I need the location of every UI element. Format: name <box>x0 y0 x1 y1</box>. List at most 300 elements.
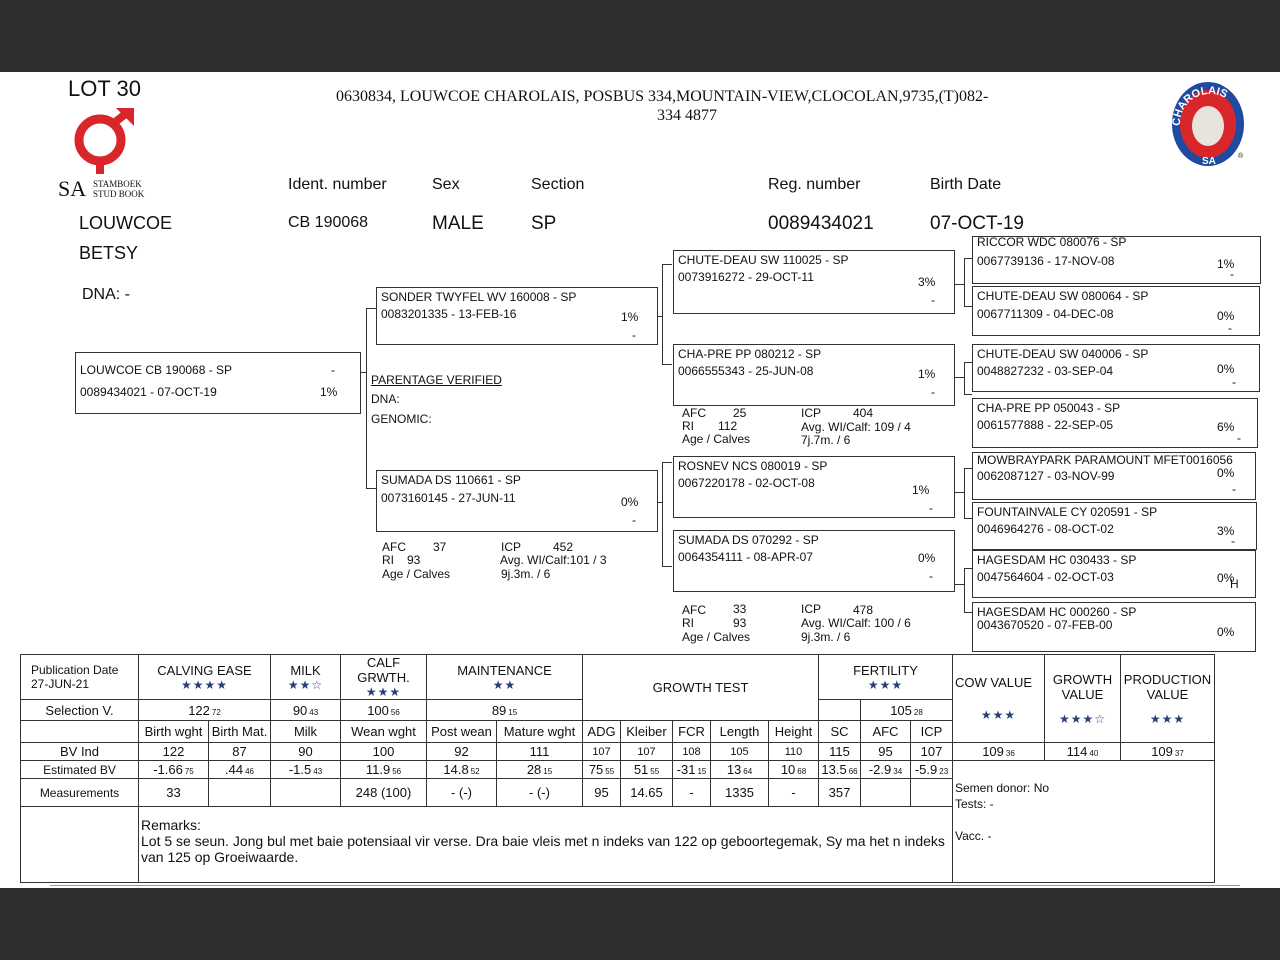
ebv-cell <box>583 761 621 779</box>
milk-header <box>271 655 341 700</box>
bv-cell: 111 <box>497 743 583 761</box>
ggp-dash: - <box>1232 482 1236 496</box>
cow-stars: ★★★ <box>980 708 1017 722</box>
col-mature-wght: Mature wght <box>497 721 583 743</box>
footer-divider <box>50 885 1240 886</box>
ggp-dash: - <box>1232 375 1236 389</box>
sel-value: 105 <box>890 702 912 718</box>
sex-symbol-icon <box>68 108 138 176</box>
ggp-pct: 0% <box>1217 309 1235 323</box>
meas-cell: - (-) <box>427 779 497 807</box>
calving-ease-label: CALVING EASE <box>157 662 252 678</box>
connector <box>964 306 972 307</box>
value-acc: 37 <box>1174 749 1184 758</box>
subject-box-name: LOUWCOE CB 190068 - SP <box>80 363 233 377</box>
ebv-acc: 46 <box>245 767 254 776</box>
ebv-value: -1.66 <box>153 762 183 777</box>
meas-cell: - <box>769 779 819 807</box>
sel-calving <box>139 700 271 721</box>
col-afc: AFC <box>861 721 911 743</box>
ebv-acc: 15 <box>543 767 553 776</box>
gp-icp-label: ICP <box>801 406 822 420</box>
meas-cell: 33 <box>139 779 209 807</box>
connector <box>662 462 663 566</box>
gp-dash: - <box>929 569 933 583</box>
ebv-acc: 52 <box>470 767 480 776</box>
ggp-name: CHUTE-DEAU SW 080064 - SP <box>977 289 1149 303</box>
ggp-dash: - <box>1231 534 1235 548</box>
maint-stars: ★★ <box>492 677 517 692</box>
value-bv: 109 <box>1151 744 1173 759</box>
connector <box>955 284 964 285</box>
ggp-dash: - <box>1230 267 1234 281</box>
gp-dash: - <box>931 293 935 307</box>
gp-reg: 0066555343 - 25-JUN-08 <box>678 364 814 378</box>
calving-ease-header <box>139 655 271 700</box>
gp-ri-label: RI <box>682 616 694 630</box>
ebv-acc: 34 <box>893 767 903 776</box>
connector <box>366 308 376 309</box>
col-wean-wght: Wean wght <box>341 721 427 743</box>
meas-cell <box>861 779 911 807</box>
growth-value-label: GROWTH VALUE <box>1052 671 1113 702</box>
ebv-cell <box>209 761 271 779</box>
calf-growth-header <box>341 655 427 700</box>
milk-stars: ★★☆ <box>287 677 324 692</box>
ebv-row <box>21 761 1215 779</box>
ebv-cell <box>427 761 497 779</box>
ebv-value: 13.5 <box>821 762 847 777</box>
gp-avg: Avg. WI/Calf: 109 / 4 <box>801 420 911 434</box>
gp-ac: 9j.3m. / 6 <box>801 630 851 644</box>
ebv-cell <box>769 761 819 779</box>
animal-name-1: LOUWCOE <box>79 213 173 233</box>
gp-avg: Avg. WI/Calf: 100 / 6 <box>801 616 911 630</box>
gp-pct: 0% <box>918 551 936 565</box>
fert-stars: ★★★ <box>867 677 904 692</box>
connector <box>955 584 964 585</box>
bv-cell: 115 <box>819 743 861 761</box>
col-icp: ICP <box>911 721 953 743</box>
bottom-dark-bar <box>0 888 1280 960</box>
ggp-reg: 0061577888 - 22-SEP-05 <box>977 418 1114 432</box>
value-bv: 109 <box>982 744 1004 759</box>
dam-ri-label: RI <box>382 553 394 567</box>
blank-cell <box>21 807 139 883</box>
col-height: Height <box>769 721 819 743</box>
sel-acc: 43 <box>309 707 319 717</box>
ebv-value: 28 <box>526 762 542 777</box>
connector <box>964 468 972 469</box>
ebv-value: 13 <box>726 762 742 777</box>
ebv-acc: 55 <box>650 767 660 776</box>
ebv-acc: 68 <box>797 767 807 776</box>
gp-ri: 112 <box>718 419 738 433</box>
gp-ac-label: Age / Calves <box>682 630 751 644</box>
gp-box-4 <box>673 530 955 592</box>
logo-mark: ® <box>1238 153 1244 160</box>
meas-cell <box>271 779 341 807</box>
gp-reg: 0064354111 - 08-APR-07 <box>678 550 813 564</box>
logo-word: CHAROLAIS <box>1170 84 1230 127</box>
semen-donor: Semen donor: No <box>955 780 1050 795</box>
sel-value: 122 <box>188 702 210 718</box>
gp-icp-label: ICP <box>801 602 822 616</box>
dam-icp: 452 <box>553 540 574 554</box>
connector <box>662 462 672 463</box>
production-value-label: PRODUCTION VALUE <box>1123 671 1212 702</box>
gp-afc-label: AFC <box>682 406 706 420</box>
gp-icp: 478 <box>853 603 874 617</box>
ggp-pct: 6% <box>1217 420 1235 434</box>
ggp-reg: 0067739136 - 17-NOV-08 <box>977 254 1115 268</box>
growth-test-header: GROWTH TEST <box>583 655 819 721</box>
parentage-genomic: GENOMIC: <box>371 412 432 426</box>
sel-fert <box>861 700 953 721</box>
sire-reg: 0083201335 - 13-FEB-16 <box>381 307 517 321</box>
ggp-pct: 0% <box>1217 362 1235 376</box>
gp-afc: 33 <box>733 602 747 616</box>
value-acc: 40 <box>1089 749 1099 758</box>
publication-date: 27-JUN-21 <box>31 677 90 691</box>
subject-box-reg: 0089434021 - 07-OCT-19 <box>80 385 217 399</box>
connector <box>964 468 965 518</box>
col-kleiber: Kleiber <box>621 721 673 743</box>
animal-reg: 0089434021 <box>768 213 874 234</box>
growth-value-header <box>1045 655 1121 743</box>
ggp-box-8 <box>972 602 1256 652</box>
ggp-reg: 0046964276 - 08-OCT-02 <box>977 522 1114 536</box>
bv-cell: 110 <box>769 743 819 761</box>
gp-name: CHUTE-DEAU SW 110025 - SP <box>678 253 849 267</box>
ebv-value: -2.9 <box>868 762 892 777</box>
ebv-value: 11.9 <box>365 762 391 777</box>
ebv-value: 10 <box>780 762 796 777</box>
cow-value-bv <box>953 743 1045 761</box>
sel-acc: 28 <box>913 707 923 717</box>
ebv-acc: 66 <box>848 767 858 776</box>
ggp-box-5 <box>972 452 1256 500</box>
fertility-header <box>819 655 953 700</box>
dam-pct: 0% <box>621 495 639 509</box>
connector <box>366 308 367 488</box>
connector <box>964 612 972 613</box>
ggp-dash: H <box>1230 577 1239 591</box>
ebv-cell <box>139 761 209 779</box>
prod-stars: ★★★ <box>1149 711 1186 726</box>
measurements-label: Measurements <box>21 779 139 807</box>
bv-cell: 108 <box>673 743 711 761</box>
ggp-pct: 0% <box>1217 625 1235 639</box>
gp-name: CHA-PRE PP 080212 - SP <box>678 347 822 361</box>
value-acc: 36 <box>1005 749 1015 758</box>
gp-pct: 1% <box>918 367 936 381</box>
sire-pct: 1% <box>621 310 639 324</box>
ebv-label: Estimated BV <box>21 761 139 779</box>
gp-ac: 7j.7m. / 6 <box>801 433 851 447</box>
cow-value-label: COW VALUE <box>955 675 1033 690</box>
connector <box>662 364 672 365</box>
ggp-box-3 <box>972 344 1260 392</box>
growth-value-bv <box>1045 743 1121 761</box>
dam-afc: 37 <box>433 540 447 554</box>
sel-value: 90 <box>292 702 308 718</box>
meas-cell: - (-) <box>497 779 583 807</box>
bv-cell: 87 <box>209 743 271 761</box>
sel-value: 100 <box>367 702 389 718</box>
bv-cell: 92 <box>427 743 497 761</box>
dam-ac: 9j.3m. / 6 <box>501 567 551 581</box>
ggp-box-7 <box>972 550 1256 598</box>
maintenance-label: MAINTENANCE <box>457 662 552 678</box>
bv-cell: 107 <box>621 743 673 761</box>
connector <box>955 377 964 378</box>
ggp-name: FOUNTAINVALE CY 020591 - SP <box>977 505 1158 519</box>
sel-acc: 72 <box>211 707 221 717</box>
ggp-name: MOWBRAYPARK PARAMOUNT MFET0016056 <box>977 453 1233 467</box>
studbook-line2: STUD BOOK <box>93 189 145 199</box>
dam-reg: 0073160145 - 27-JUN-11 <box>381 491 516 505</box>
ebv-acc: 55 <box>605 767 615 776</box>
ebv-cell <box>819 761 861 779</box>
ebv-value: 75 <box>588 762 604 777</box>
subject-box-dash: - <box>331 363 335 377</box>
connector <box>662 566 672 567</box>
gp-dash: - <box>931 385 935 399</box>
bv-cell: 90 <box>271 743 341 761</box>
sire-box <box>376 287 658 345</box>
gp-pct: 3% <box>918 275 936 289</box>
ebv-value: 51 <box>633 762 649 777</box>
lot-number: LOT 30 <box>68 76 141 101</box>
logo-sub: SA <box>1202 156 1216 167</box>
ggp-dash: - <box>1228 321 1232 335</box>
ggp-name: CHUTE-DEAU SW 040006 - SP <box>977 347 1149 361</box>
connector <box>964 518 972 519</box>
subject-pedigree-box <box>75 352 361 414</box>
connector <box>366 488 376 489</box>
col-birth-wght: Birth wght <box>139 721 209 743</box>
ebv-value: 14.8 <box>443 762 469 777</box>
ebv-cell <box>497 761 583 779</box>
gp-box-3 <box>673 456 955 518</box>
breeder-address-line2: 334 4877 <box>657 107 717 124</box>
connector <box>964 258 965 306</box>
col-sc: SC <box>819 721 861 743</box>
connector <box>964 362 972 363</box>
connector <box>964 362 965 394</box>
ident-label: Ident. number <box>288 176 387 193</box>
ebv-cell <box>673 761 711 779</box>
gp-pct: 1% <box>912 483 930 497</box>
animal-sex: MALE <box>432 213 484 234</box>
gp-ri-label: RI <box>682 419 694 433</box>
animal-section: SP <box>531 213 557 234</box>
meas-cell <box>209 779 271 807</box>
dam-icp-label: ICP <box>501 540 522 554</box>
gp-ac-label: Age / Calves <box>682 432 751 446</box>
ggp-reg: 0043670520 - 07-FEB-00 <box>977 618 1113 632</box>
bv-label: BV Ind <box>21 743 139 761</box>
calf-growth-label: CALF GRWTH. <box>357 655 410 685</box>
gp-afc: 25 <box>733 406 747 420</box>
meas-cell: 95 <box>583 779 621 807</box>
gp-box-2 <box>673 344 955 406</box>
subject-box-pct: 1% <box>320 385 338 399</box>
connector <box>955 492 964 493</box>
sel-maint <box>427 700 583 721</box>
vacc: Vacc. - <box>955 828 992 843</box>
section-label: Section <box>531 176 585 193</box>
remarks-cell <box>139 807 953 883</box>
col-birth-mat: Birth Mat. <box>209 721 271 743</box>
parentage-dna: DNA: <box>371 392 400 406</box>
ggp-reg: 0048827232 - 03-SEP-04 <box>977 364 1114 378</box>
ggp-pct: 0% <box>1217 571 1235 585</box>
ggp-dash: - <box>1237 431 1241 445</box>
animal-dna: DNA: - <box>82 286 130 303</box>
sel-blank <box>819 700 861 721</box>
sex-label: Sex <box>432 176 460 193</box>
breeder-address-line1: 0630834, LOUWCOE CHAROLAIS, POSBUS 334,MOUNTAIN-VIEW,CLOCOLAN,9735,(T)082- <box>336 88 989 105</box>
cow-value-header <box>953 655 1045 743</box>
tests: Tests: - <box>955 796 994 811</box>
value-bv: 114 <box>1066 744 1088 759</box>
maintenance-header <box>427 655 583 700</box>
selection-label: Selection V. <box>21 700 139 721</box>
reg-label: Reg. number <box>768 176 861 193</box>
bv-cell: 107 <box>583 743 621 761</box>
ebv-cell <box>711 761 769 779</box>
ebv-cell <box>861 761 911 779</box>
ggp-name: HAGESDAM HC 030433 - SP <box>977 553 1137 567</box>
ebv-acc: 56 <box>392 767 402 776</box>
ebv-value: .44 <box>225 762 244 777</box>
gp-reg: 0073916272 - 29-OCT-11 <box>678 270 814 284</box>
gp-name: SUMADA DS 070292 - SP <box>678 533 819 547</box>
meas-cell: 1335 <box>711 779 769 807</box>
animal-name-2: BETSY <box>79 243 139 263</box>
pedigree-sheet <box>0 72 1280 888</box>
bv-cell: 95 <box>861 743 911 761</box>
animal-birth: 07-OCT-19 <box>930 213 1024 234</box>
meas-cell: 357 <box>819 779 861 807</box>
ebv-acc: 23 <box>939 767 949 776</box>
bv-cell: 100 <box>341 743 427 761</box>
remarks-text: Lot 5 se seun. Jong bul met baie potensiaal vir verse. Dra baie vleis met n indeks van 122 op geboortegemak, Sy ma het n indeks van 125 op Groeiwaarde. <box>141 833 945 865</box>
gp-icp: 404 <box>853 406 874 420</box>
ebv-cell <box>271 761 341 779</box>
charolais-sa-logo <box>1168 78 1248 170</box>
col-length: Length <box>711 721 769 743</box>
blank-value-cell <box>953 761 1215 779</box>
publication-cell <box>21 655 139 700</box>
fertility-label: FERTILITY <box>853 662 918 678</box>
ggp-pct: 3% <box>1217 524 1235 538</box>
sel-value: 89 <box>491 702 507 718</box>
parentage-verified: PARENTAGE VERIFIED <box>371 373 502 387</box>
bv-cell: 105 <box>711 743 769 761</box>
sel-acc: 56 <box>390 707 400 717</box>
ggp-reg: 0047564604 - 02-OCT-03 <box>977 570 1114 584</box>
bv-row <box>21 743 1215 761</box>
calf-stars: ★★★ <box>365 685 402 699</box>
studbook-sa: SA <box>58 176 87 201</box>
production-value-bv <box>1121 743 1215 761</box>
measurements-row <box>21 779 1215 807</box>
growth-stars: ★★★☆ <box>1058 711 1107 726</box>
connector <box>964 258 972 259</box>
ggp-reg: 0067711309 - 04-DEC-08 <box>977 307 1114 321</box>
gp-name: ROSNEV NCS 080019 - SP <box>678 459 828 473</box>
ggp-pct: 1% <box>1217 257 1235 271</box>
ggp-box-6 <box>972 502 1257 550</box>
col-adg: ADG <box>583 721 621 743</box>
sel-acc: 15 <box>508 707 518 717</box>
ebv-value: -5.9 <box>914 762 938 777</box>
ggp-pct: 0% <box>1217 466 1235 480</box>
gp-afc-label: AFC <box>682 603 706 617</box>
gp-dash: - <box>929 501 933 515</box>
dam-ri: 93 <box>407 553 421 567</box>
birth-label: Birth Date <box>930 176 1002 193</box>
ebv-acc: 43 <box>313 767 323 776</box>
connector <box>662 264 663 364</box>
ebv-value: -1.5 <box>288 762 312 777</box>
sel-milk <box>271 700 341 721</box>
sire-dash: - <box>632 328 636 342</box>
connector <box>964 568 965 612</box>
dam-name: SUMADA DS 110661 - SP <box>381 473 521 487</box>
dam-box <box>376 470 658 532</box>
meas-cell: - <box>673 779 711 807</box>
gp-box-1 <box>673 250 955 314</box>
bv-cell: 122 <box>139 743 209 761</box>
ebv-acc: 75 <box>184 767 194 776</box>
ebv-cell <box>621 761 673 779</box>
studbook-logo <box>58 108 158 202</box>
col-milk: Milk <box>271 721 341 743</box>
gp-ri: 93 <box>733 616 747 630</box>
animal-ident: CB 190068 <box>288 214 369 231</box>
ebv-cell <box>911 761 953 779</box>
ggp-name: CHA-PRE PP 050043 - SP <box>977 401 1121 415</box>
calving-stars: ★★★★ <box>180 677 229 692</box>
meas-cell: 14.65 <box>621 779 673 807</box>
gp-reg: 0067220178 - 02-OCT-08 <box>678 476 815 490</box>
notes-cell <box>953 779 1215 883</box>
evaluation-table <box>20 654 1215 883</box>
ggp-name: HAGESDAM HC 000260 - SP <box>977 605 1137 619</box>
connector <box>662 264 672 265</box>
dam-ac-label: Age / Calves <box>382 567 451 581</box>
meas-cell <box>911 779 953 807</box>
ebv-value: -31 <box>676 762 696 777</box>
dam-dash: - <box>632 513 636 527</box>
connector <box>964 394 972 395</box>
ebv-acc: 15 <box>697 767 707 776</box>
ebv-acc: 64 <box>743 767 753 776</box>
dam-afc-label: AFC <box>382 540 406 554</box>
ggp-box-2 <box>972 286 1260 336</box>
ebv-cell <box>341 761 427 779</box>
milk-label: MILK <box>290 662 321 678</box>
studbook-text <box>93 179 144 199</box>
col-fcr: FCR <box>673 721 711 743</box>
remarks-label: Remarks: <box>141 817 201 833</box>
ggp-name: RICCOR WDC 080076 - SP <box>977 235 1127 249</box>
dam-avg: Avg. WI/Calf:101 / 3 <box>500 553 607 567</box>
